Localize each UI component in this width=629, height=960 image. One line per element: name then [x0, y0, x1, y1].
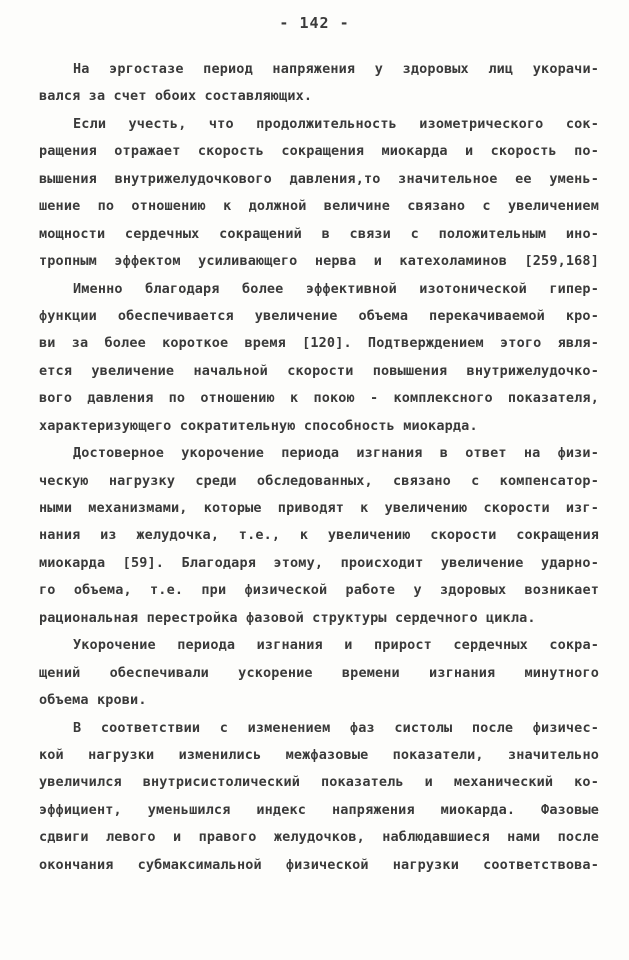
page-number: - 142 - [279, 14, 350, 32]
text-line: характеризующего сократительную способность миокарда. [39, 417, 478, 434]
text-line: увеличился внутрисистолический показатель и механический ко- [39, 774, 599, 791]
text-line: Именно благодаря более эффективной изотонической гипер- [73, 280, 599, 297]
text-line: кой нагрузки изменились межфазовые показатели, значительно [39, 746, 599, 763]
text-line: го объема, т.е. при физической работе у здоровых возникает [39, 582, 599, 599]
text-line: Если учесть, что продолжительность изометрического сок- [73, 115, 599, 132]
text-line: ви за более короткое время [120]. Подтверждением этого явля- [39, 335, 599, 352]
text-line: ными механизмами, которые приводят к увеличению скорости изг- [39, 500, 599, 516]
text-line: В соответствии с изменением фаз систолы после физичес- [73, 719, 599, 736]
body-text [39, 56, 599, 879]
text-line: окончания субмаксимальной физической нагрузки соответствова- [39, 856, 599, 873]
text-line: ращения отражает скорость сокращения миокарда и скорость по- [39, 143, 599, 160]
text-line: На эргостазе период напряжения у здоровых лиц укорачи- [73, 61, 599, 77]
text-line: нания из желудочка, т.е., к увеличению скорости сокращения [39, 527, 599, 544]
text-line: вался за счет обоих составляющих. [39, 88, 313, 105]
text-line: Достоверное укорочение периода изгнания в ответ на физи- [73, 445, 599, 462]
text-line: шение по отношению к должной величине связано с увеличением [39, 198, 599, 215]
text-line: эффициент, уменьшился индекс напряжения миокарда. Фазовые [39, 801, 599, 818]
text-line: ческую нагрузку среди обследованных, связано с компенсатор- [39, 472, 599, 489]
text-line: Укорочение периода изгнания и прирост сердечных сокра- [73, 637, 599, 654]
text-line: миокарда [59]. Благодаря этому, происходит увеличение ударно- [39, 554, 599, 571]
text-line: мощности сердечных сокращений в связи с положительным ино- [39, 225, 599, 242]
text-line: ется увеличение начальной скорости повышения внутрижелудочко- [39, 362, 599, 379]
text-line: рациональная перестройка фазовой структуры сердечного цикла. [39, 609, 536, 626]
text-line: тропным эффектом усиливающего нерва и катехоламинов [259,168] [39, 253, 599, 270]
text-line: щений обеспечивали ускорение времени изгнания минутного [39, 664, 599, 681]
text-line: вого давления по отношению к покою - комплексного показателя, [39, 390, 599, 407]
text-line: вышения внутрижелудочкового давления,то значительное ее умень- [39, 170, 599, 187]
text-line: сдвиги левого и правого желудочков, наблюдавшиеся нами после [39, 829, 599, 846]
text-line: функции обеспечивается увеличение объема перекачиваемой кро- [39, 307, 599, 324]
text-line: объема крови. [39, 692, 147, 709]
